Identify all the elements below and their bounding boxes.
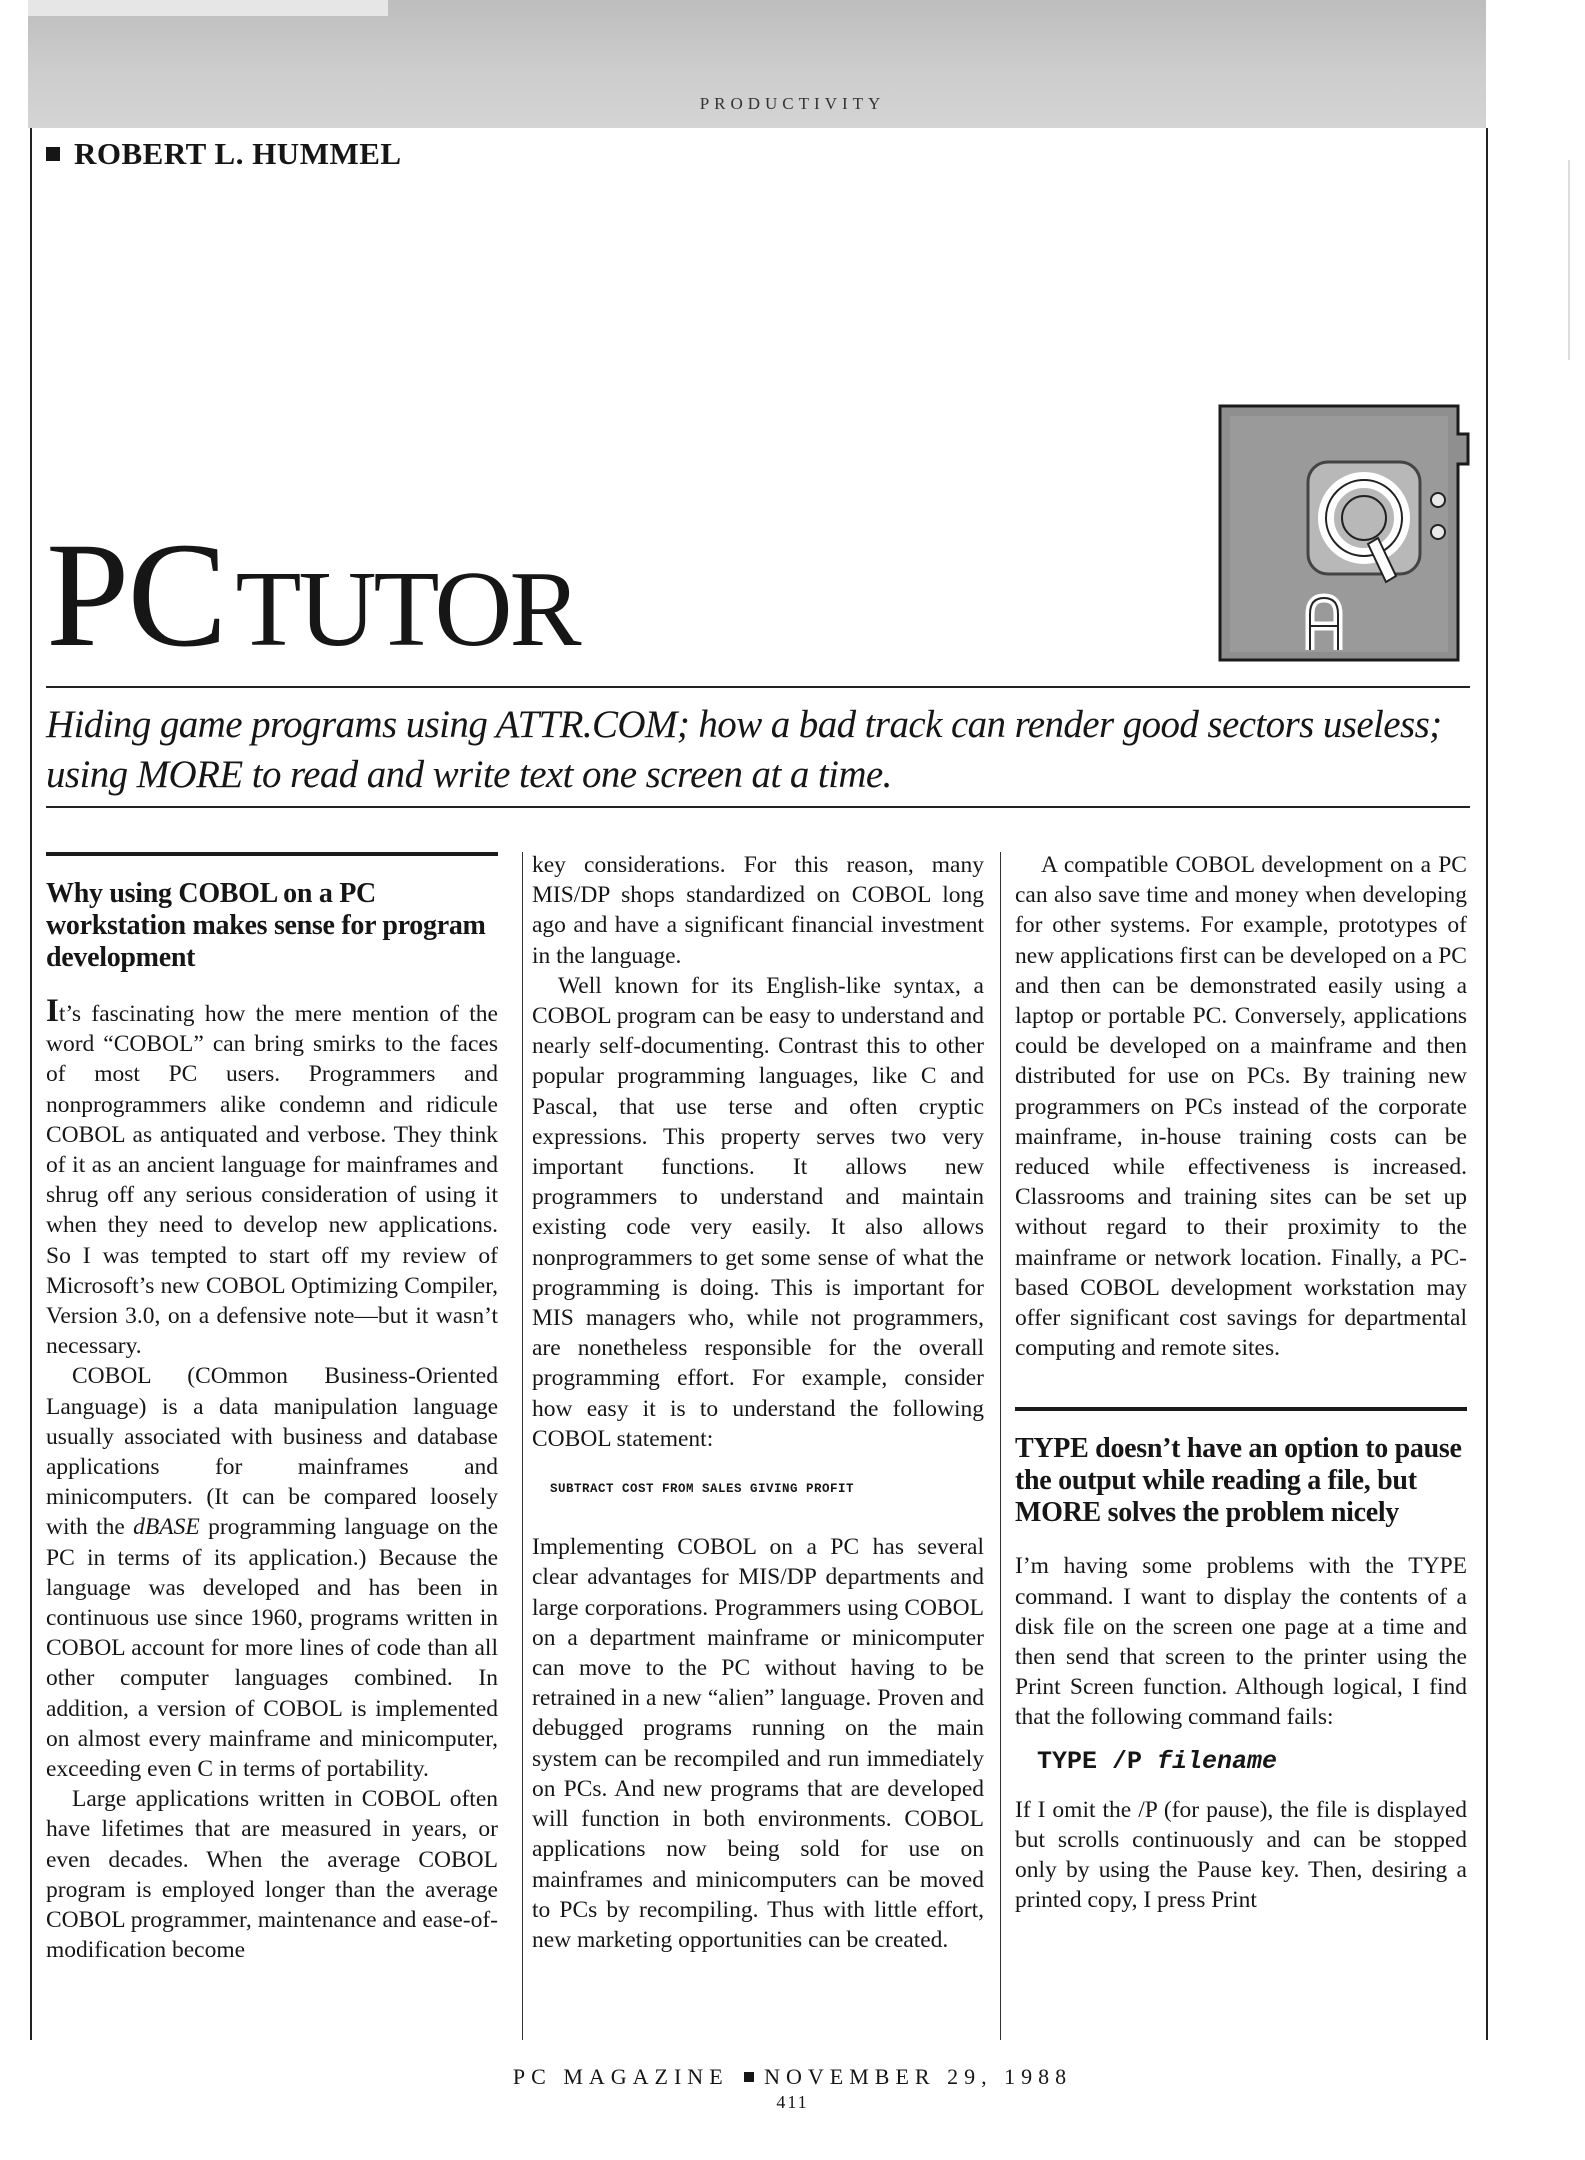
magazine-name: PC MAGAZINE: [512, 2064, 729, 2089]
title-tutor: TUTOR: [235, 550, 579, 669]
scan-edge-mark: [1568, 160, 1570, 360]
type-command-example: TYPE /P filename: [1037, 1746, 1278, 1776]
column-3: [1015, 850, 1467, 1916]
bullet-square-icon: [46, 147, 60, 161]
column-2: [532, 850, 984, 1955]
floppy-disk-qa-icon: [1218, 404, 1470, 662]
column-rule-2: [1000, 852, 1001, 2040]
subhead-type-more: TYPE doesn’t have an option to pause the output while reading a file, but MORE solves the problem nicely: [1015, 1433, 1462, 1529]
page-number: 411: [776, 2092, 809, 2112]
footer-bullet-icon: [744, 2072, 754, 2082]
page-frame-right: [1486, 128, 1488, 2040]
paragraph-lifetimes: Large applications written in COBOL often have lifetimes that are measured in years, or even decades. When the average COBOL program is employed longer than the average COBOL programmer, maintenance and ease-of-modification become: [46, 1786, 498, 1964]
page-footer: [0, 2064, 1585, 2090]
drop-cap: I: [46, 993, 59, 1029]
cobol-code-example: SUBTRACT COST FROM SALES GIVING PROFIT: [550, 1482, 855, 1497]
subhead-bar: [1015, 1407, 1467, 1411]
deck-rule-bottom: [46, 806, 1470, 808]
issue-date: NOVEMBER 29, 1988: [764, 2064, 1073, 2089]
paragraph-pause: If I omit the /P (for pause), the file is displayed but scrolls continuously and can be stopped only by using the Pause key. Then, desiring a printed copy, I press Print: [1015, 1796, 1467, 1914]
paragraph-intro: It’s fascinating how the mere mention of the word “COBOL” can bring smirks to the faces of most PC users. Programmers and nonprogrammers alike condemn and ridicule COBOL as antiquated and verbose. They think of it as an ancient language for mainframes and shrug off any serious consideration of using it when they need to develop new applications. So I was tempted to start off my review of Microsoft’s new COBOL Optimizing Compiler, Version 3.0, on a defensive note—but it wasn’t necessary.: [46, 993, 498, 1360]
page-frame-left: [30, 128, 32, 2040]
subhead-cobol: Why using COBOL on a PC workstation makes sense for program development: [46, 878, 486, 973]
paragraph-considerations: key considerations. For this reason, many MIS/DP shops standardized on COBOL long ago and have a significant financial investment in the language.: [532, 852, 984, 969]
article-deck: Hiding game programs using ATTR.COM; how a bad track can render good sectors useless; using MORE to read and write text one screen at a time.: [46, 703, 1442, 796]
paragraph-development: A compatible COBOL development on a PC can also save time and money when developing for other systems. For example, prototypes of new applications first can be developed on a PC and then can be demonstrated easily using a laptop or portable PC. Conversely, applications could be developed on a mainframe and then distributed for use on PCs. By training new programmers on PCs instead of the corporate mainframe, in-house training costs can be reduced while effectiveness is increased. Classrooms and training sites can be set up without regard to their proximity to the mainframe or network location. Finally, a PC-based COBOL development workstation may offer significant cost savings for departmental computing and remote sites.: [1015, 852, 1467, 1362]
author-byline: [46, 136, 402, 172]
header-band-notch: [28, 0, 388, 16]
author-name: ROBERT L. HUMMEL: [74, 136, 402, 171]
paragraph-syntax: Well known for its English-like syntax, a COBOL program can be easy to understand and nearly self-documenting. Contrast this to other popular programming languages, like C and Pascal, that use terse and often cryptic expressions. This property serves two very important functions. It allows new programmers to understand and maintain existing code very easily. It also allows nonprogrammers to get some sense of what the programming is doing. This is important for MIS managers who, while not programmers, are nonetheless responsible for the overall programming effort. For example, consider how easy it is to understand the following COBOL statement:: [532, 972, 984, 1452]
subhead-bar: [46, 852, 498, 856]
deck-rule-top: [46, 686, 1470, 688]
section-label: PRODUCTIVITY: [699, 94, 886, 113]
paragraph-cobol-definition: COBOL (COmmon Business-Oriented Language) is a data manipulation language usually associated with business and database applications for mainframes and minicomputers. (It can be compared loosely with the dBASE programming language on the PC in terms of its application.) Because the language was developed and has been in continuous use since 1960, programs written in COBOL account for more lines of code than all other computer languages combined. In addition, a version of COBOL is implemented on almost every mainframe and minicomputer, exceeding even C in terms of portability.: [46, 1363, 498, 1783]
floppy-hole-top: [1431, 493, 1445, 507]
dbase-name: dBASE: [133, 1514, 200, 1541]
paragraph-question: I’m having some problems with the TYPE command. I want to display the contents of a disk file on the screen one page at a time and then send that screen to the printer using the Print Screen function. Although logical, I find that the following command fails:: [1015, 1553, 1467, 1731]
column-rule-1: [522, 852, 523, 2040]
title-pc: PC: [46, 512, 226, 678]
floppy-hole-bottom: [1431, 525, 1445, 539]
column-1: [46, 850, 498, 1966]
page-title: [46, 512, 579, 678]
paragraph-advantages: Implementing COBOL on a PC has several clear advantages for MIS/DP departments and large corporations. Programmers using COBOL on a department mainframe or minicomputer can move to the PC without having to be retrained in a new “alien” language. Proven and debugged programs running on the main system can be recompiled and run immediately on PCs. And new programs that are developed will function in both environments. COBOL applications now being sold for use on mainframes and minicomputers can be moved to PCs by recompiling. Thus with little effort, new marketing opportunities can be created.: [532, 1534, 984, 1953]
